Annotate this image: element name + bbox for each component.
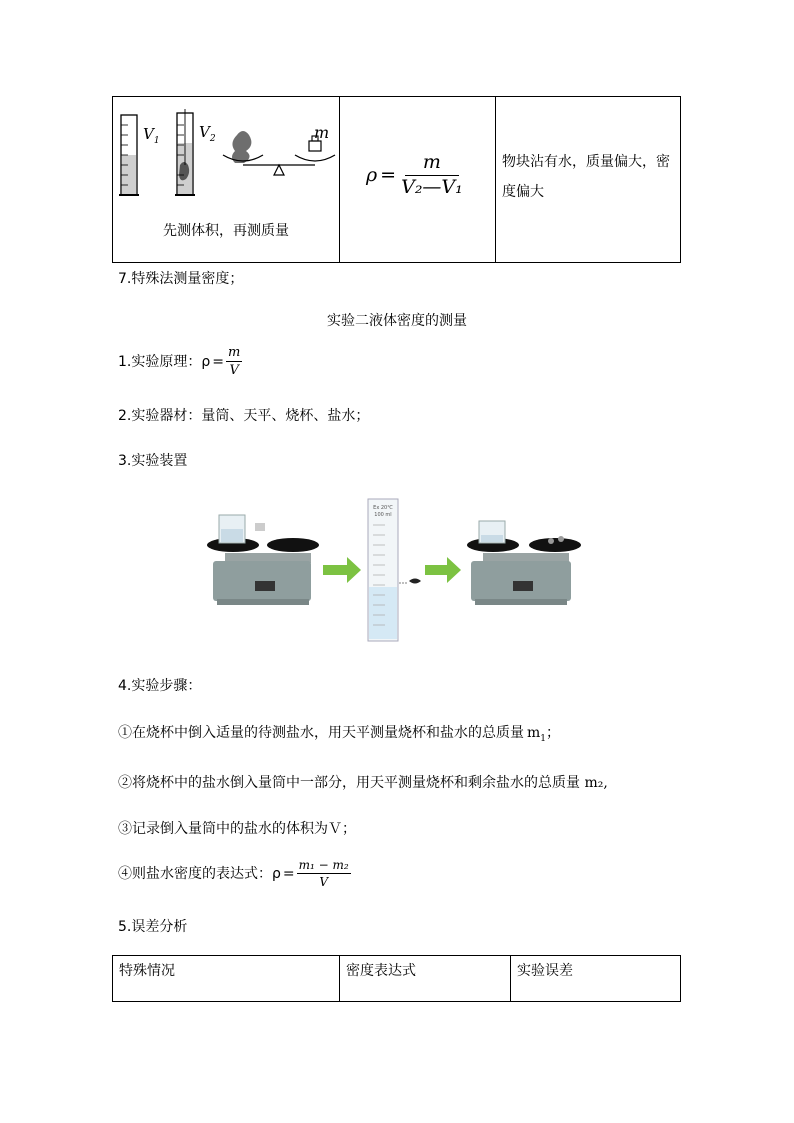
measuring-cylinder-icon	[368, 499, 398, 641]
eye-icon	[399, 579, 421, 584]
equipment: 2.实验器材：量筒、天平、烧杯、盐水；	[118, 408, 370, 424]
arrow-right-icon-1	[323, 557, 361, 583]
step-1: ①在烧杯中倒入适量的待测盐水，用天平测量烧杯和盐水的总质量 $m_1$；	[118, 725, 561, 744]
error-cell	[496, 97, 681, 263]
error-text: 物块沾有水，质量偏大，密度偏大	[502, 154, 670, 200]
error-table	[112, 955, 681, 1002]
measuring-cylinder-2-icon	[175, 109, 195, 195]
step-3: ③记录倒入量筒中的盐水的体积为Ｖ；	[118, 821, 356, 837]
label-v1: $V_1$	[143, 125, 160, 146]
method-caption: 先测体积，再测质量	[163, 223, 289, 239]
step-4: ④则盐水密度的表达式： ρ = $\frac{\text{m₁ − m₂}}{V}$	[118, 858, 349, 889]
steps-heading: 4.实验步骤：	[118, 678, 202, 694]
header-density-expression: 密度表达式	[340, 956, 511, 1002]
experiment-principle: 1.实验原理： ρ = $\frac{m}{V}$	[118, 345, 241, 378]
arrow-right-icon-2	[425, 557, 461, 583]
density-formula: ρ = $\frac{m}{\text{V₂—V₁}}$	[366, 151, 463, 198]
item-7: 7.特殊法测量密度；	[118, 271, 244, 287]
svg-text:Ex 20℃: Ex 20℃	[373, 505, 393, 511]
error-analysis-heading: 5.误差分析	[118, 919, 188, 935]
method-figure	[113, 103, 339, 203]
step-2: ②将烧杯中的盐水倒入量筒中一部分，用天平测量烧杯和剩余盐水的总质量 m₂,	[118, 775, 608, 791]
apparatus-figure	[205, 495, 585, 645]
method-cell	[113, 97, 340, 263]
label-v2: $V_2$	[199, 123, 216, 144]
label-m: m	[314, 123, 330, 142]
balance-left-icon	[207, 515, 319, 605]
top-table	[112, 96, 681, 263]
section-title: 实验二液体密度的测量	[327, 313, 467, 329]
measuring-cylinder-1-icon	[119, 115, 139, 195]
header-experiment-error: 实验误差	[511, 956, 681, 1002]
header-special-case: 特殊情况	[113, 956, 340, 1002]
svg-text:100 ml: 100 ml	[374, 512, 392, 518]
apparatus-heading: 3.实验装置	[118, 453, 188, 469]
balance-right-icon	[467, 521, 581, 605]
formula-cell	[340, 97, 496, 263]
